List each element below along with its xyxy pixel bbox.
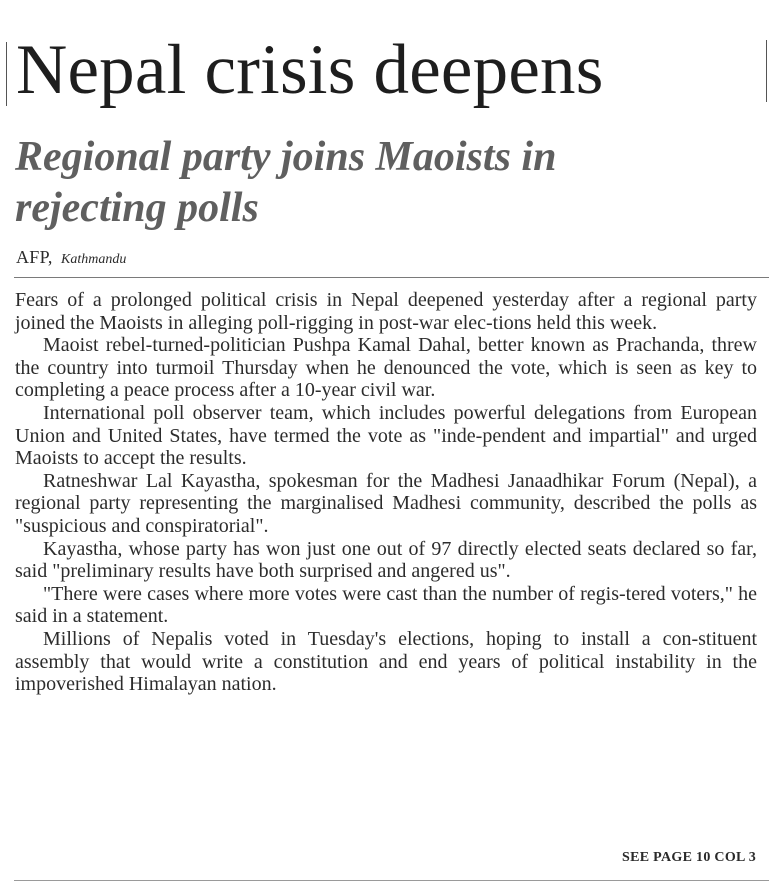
paragraph-7: Millions of Nepalis voted in Tuesday's elections, hoping to install a con-stituent assembly that would write a constitution and end years of political instability in the impoverished Himalayan nation. [15, 627, 757, 696]
subheadline: Regional party joins Maoists in rejecting polls [15, 134, 557, 231]
headline: Nepal crisis deepens [16, 31, 604, 109]
paragraph-6: "There were cases where more votes were cast than the number of regis-tered voters," he said in a statement. [15, 582, 757, 628]
right-column-rule [766, 40, 767, 102]
paragraph-5: Kayastha, whose party has won just one out of 97 directly elected seats declared so far, said "preliminary results have both surprised and angered us". [15, 537, 757, 583]
byline-divider [14, 277, 769, 278]
paragraph-1: Fears of a prolonged political crisis in Nepal deepened yesterday after a regional party joined the Maoists in alleging poll-rigging in post-war elec-tions held this week. [15, 289, 757, 334]
paragraph-3: International poll observer team, which includes powerful delegations from European Union and United States, have termed the vote as "inde-pendent and impartial" and urged Maoists to accept the results. [15, 401, 757, 470]
byline-agency: AFP, [16, 247, 53, 267]
left-column-rule [6, 42, 7, 106]
byline-dateline: Kathmandu [60, 252, 127, 267]
bottom-divider [14, 880, 769, 881]
article-body [15, 289, 757, 696]
byline [16, 247, 126, 270]
paragraph-4: Ratneshwar Lal Kayastha, spokesman for the Madhesi Janaadhikar Forum (Nepal), a regional party representing the marginalised Madhesi community, described the polls as "suspicious and conspiratorial". [15, 469, 757, 537]
continuation-jump-line: SEE PAGE 10 COL 3 [622, 850, 756, 865]
paragraph-2: Maoist rebel-turned-politician Pushpa Kamal Dahal, better known as Prachanda, threw the country into turmoil Thursday when he denounced the vote, which is seen as key to completing a peace process after a 10-year civil war. [15, 334, 757, 402]
